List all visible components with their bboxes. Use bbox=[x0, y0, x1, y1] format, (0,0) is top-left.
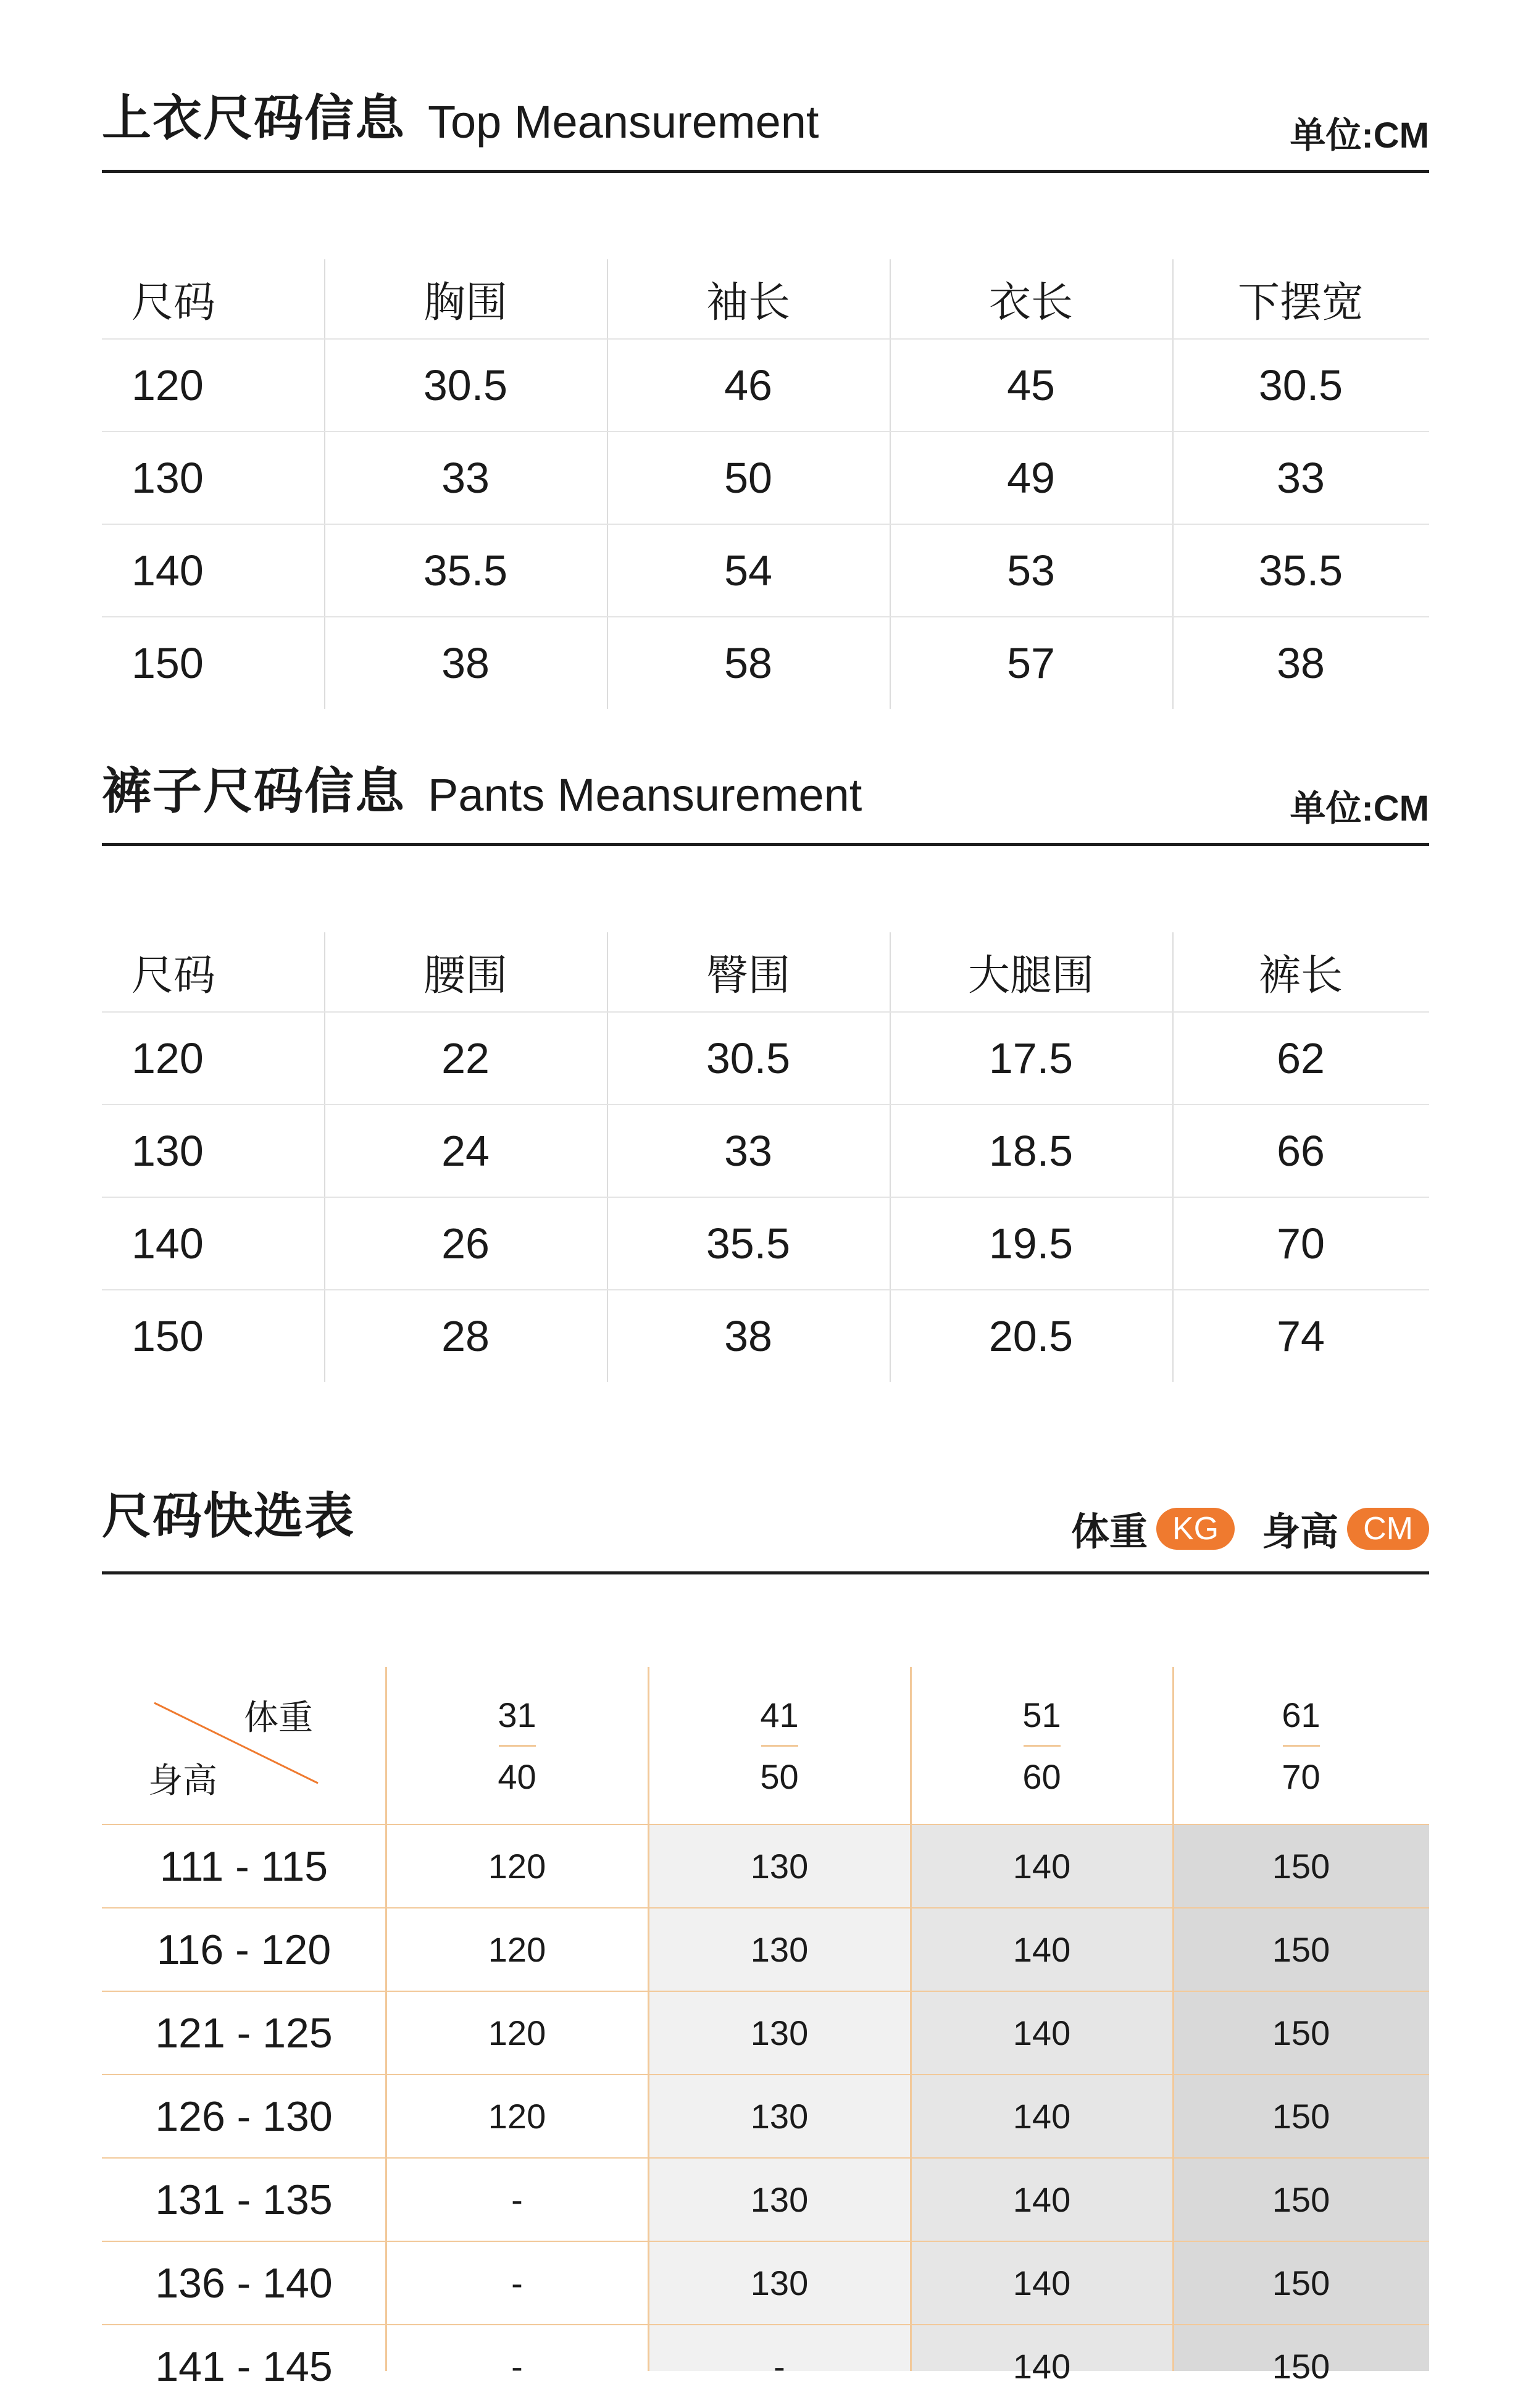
pants-cell: 裤长 bbox=[1258, 951, 1343, 1000]
top-table-row bbox=[102, 617, 1429, 709]
recommended-size-cell: 130 bbox=[750, 1930, 809, 1969]
column-separator bbox=[890, 1198, 891, 1289]
pants-cell: 140 bbox=[131, 1219, 204, 1268]
column-separator bbox=[890, 1105, 891, 1197]
top-table-row bbox=[102, 340, 1429, 432]
column-separator bbox=[890, 340, 891, 431]
column-separator bbox=[1172, 525, 1174, 616]
column-separator bbox=[1172, 617, 1174, 709]
column-separator bbox=[890, 617, 891, 709]
pants-section-title: 裤子尺码信息 bbox=[102, 763, 406, 820]
pants-cell: 62 bbox=[1277, 1034, 1325, 1082]
weight-to: 40 bbox=[498, 1757, 536, 1796]
column-separator bbox=[890, 1290, 891, 1382]
pants-section-unit: 单位:CM bbox=[1290, 788, 1429, 829]
pants-table-row bbox=[102, 1013, 1429, 1105]
top-cell: 袖长 bbox=[706, 278, 790, 327]
pants-cell: 130 bbox=[131, 1127, 204, 1175]
top-cell: 50 bbox=[724, 454, 772, 502]
column-separator bbox=[607, 1013, 608, 1104]
corner-header-cell bbox=[102, 1667, 386, 1825]
pants-cell: 26 bbox=[441, 1219, 490, 1268]
column-separator bbox=[607, 932, 608, 1011]
top-cell: 38 bbox=[1277, 639, 1325, 687]
pants-cell: 35.5 bbox=[706, 1219, 791, 1268]
pants-cell: 28 bbox=[441, 1312, 490, 1360]
weight-column-header bbox=[1173, 1667, 1429, 1825]
pants-section-subtitle: Pants Meansurement bbox=[428, 769, 862, 821]
top-table-row bbox=[102, 432, 1429, 525]
weight-range-divider bbox=[499, 1745, 536, 1747]
recommended-size-cell: 150 bbox=[1272, 2180, 1330, 2219]
pants-cell: 66 bbox=[1277, 1127, 1325, 1175]
weight-range-divider bbox=[761, 1745, 798, 1747]
column-separator bbox=[324, 1290, 325, 1382]
legend-weight-unit-badge: KG bbox=[1156, 1508, 1235, 1550]
quick-select-title: 尺码快选表 bbox=[102, 1487, 355, 1545]
height-range-label: 111 - 115 bbox=[159, 1842, 328, 1890]
column-divider bbox=[648, 1667, 649, 2371]
top-cell: 30.5 bbox=[1258, 361, 1343, 409]
column-separator bbox=[1172, 932, 1174, 1011]
corner-weight-label: 体重 bbox=[244, 1698, 313, 1738]
recommended-size-cell: 140 bbox=[1012, 2264, 1071, 2302]
column-separator bbox=[324, 340, 325, 431]
pants-cell: 19.5 bbox=[988, 1219, 1074, 1268]
recommended-size-cell: 130 bbox=[750, 2264, 809, 2302]
recommended-size-cell: 150 bbox=[1272, 2347, 1330, 2386]
column-separator bbox=[1172, 432, 1174, 524]
column-separator bbox=[890, 259, 891, 338]
recommended-size-cell: 150 bbox=[1272, 2264, 1330, 2302]
column-separator bbox=[607, 617, 608, 709]
pants-section-header bbox=[102, 759, 1429, 846]
row-divider bbox=[102, 1907, 1429, 1908]
column-separator bbox=[324, 932, 325, 1011]
top-cell: 33 bbox=[441, 454, 490, 502]
top-cell: 140 bbox=[131, 546, 204, 595]
recommended-size-cell: 140 bbox=[1012, 2097, 1071, 2136]
pants-cell: 120 bbox=[131, 1034, 204, 1082]
top-cell: 130 bbox=[131, 454, 204, 502]
top-measurement-table bbox=[102, 259, 1429, 709]
column-separator bbox=[324, 1013, 325, 1104]
recommended-size-cell: - bbox=[774, 2347, 785, 2386]
recommended-size-cell: 150 bbox=[1272, 1847, 1330, 1886]
legend-weight-label: 体重 bbox=[1070, 1509, 1148, 1554]
column-separator bbox=[607, 1290, 608, 1382]
quick-select-header bbox=[102, 1488, 1429, 1574]
top-section-subtitle: Top Meansurement bbox=[428, 96, 819, 148]
pants-cell: 20.5 bbox=[988, 1312, 1074, 1360]
recommended-size-cell: 140 bbox=[1012, 1847, 1071, 1886]
column-separator bbox=[890, 932, 891, 1011]
top-cell: 35.5 bbox=[1258, 546, 1343, 595]
column-divider bbox=[910, 1667, 912, 2371]
height-range-label: 126 - 130 bbox=[155, 2092, 333, 2140]
top-cell: 46 bbox=[724, 361, 772, 409]
recommended-size-cell: 130 bbox=[750, 1847, 809, 1886]
pants-cell: 18.5 bbox=[988, 1127, 1074, 1175]
recommended-size-cell: - bbox=[511, 2264, 523, 2302]
recommended-size-cell: 150 bbox=[1272, 2013, 1330, 2052]
top-cell: 35.5 bbox=[423, 546, 508, 595]
row-divider bbox=[102, 1991, 1429, 1992]
top-cell: 胸围 bbox=[423, 278, 507, 327]
height-range-label: 121 - 125 bbox=[155, 2009, 333, 2057]
recommended-size-cell: 140 bbox=[1012, 2180, 1071, 2219]
legend-height-label: 身高 bbox=[1262, 1509, 1339, 1554]
recommended-size-cell: - bbox=[511, 2180, 523, 2219]
column-separator bbox=[607, 340, 608, 431]
pants-header-row bbox=[102, 932, 1429, 1013]
weight-to: 50 bbox=[760, 1757, 799, 1796]
weight-range-divider bbox=[1283, 1745, 1320, 1747]
height-range-label: 136 - 140 bbox=[155, 2259, 333, 2307]
column-separator bbox=[1172, 1198, 1174, 1289]
recommended-size-cell: 130 bbox=[750, 2097, 809, 2136]
corner-height-label: 身高 bbox=[148, 1761, 217, 1801]
top-table-row bbox=[102, 525, 1429, 617]
top-cell: 49 bbox=[1007, 454, 1055, 502]
top-cell: 30.5 bbox=[423, 361, 508, 409]
column-separator bbox=[1172, 1105, 1174, 1197]
recommended-size-cell: 120 bbox=[488, 1930, 546, 1969]
top-cell: 53 bbox=[1007, 546, 1055, 595]
weight-column-header bbox=[648, 1667, 911, 1825]
pants-cell: 38 bbox=[724, 1312, 772, 1360]
row-divider bbox=[102, 2157, 1429, 2159]
top-cell: 尺码 bbox=[131, 278, 216, 327]
top-header-row bbox=[102, 259, 1429, 340]
column-separator bbox=[607, 1105, 608, 1197]
column-divider bbox=[1172, 1667, 1174, 2371]
pants-cell: 尺码 bbox=[131, 951, 216, 1000]
height-range-label: 116 - 120 bbox=[156, 1926, 332, 1973]
row-divider bbox=[102, 1824, 1429, 1825]
top-section-header bbox=[102, 86, 1429, 173]
top-cell: 下摆宽 bbox=[1237, 278, 1364, 327]
top-cell: 33 bbox=[1277, 454, 1325, 502]
column-separator bbox=[324, 1105, 325, 1197]
weight-from: 41 bbox=[760, 1695, 799, 1734]
recommended-size-cell: 140 bbox=[1012, 2347, 1071, 2386]
weight-range-divider bbox=[1024, 1745, 1061, 1747]
column-separator bbox=[890, 432, 891, 524]
weight-to: 60 bbox=[1022, 1757, 1061, 1796]
quick-select-divider bbox=[102, 1571, 1429, 1574]
column-separator bbox=[607, 525, 608, 616]
row-divider bbox=[102, 2324, 1429, 2325]
recommended-size-cell: - bbox=[511, 2347, 523, 2386]
top-cell: 38 bbox=[441, 639, 490, 687]
top-cell: 45 bbox=[1007, 361, 1055, 409]
row-divider bbox=[102, 2241, 1429, 2242]
top-cell: 衣长 bbox=[988, 278, 1073, 327]
weight-from: 51 bbox=[1022, 1695, 1061, 1734]
top-cell: 54 bbox=[724, 546, 772, 595]
column-separator bbox=[1172, 1290, 1174, 1382]
pants-cell: 臀围 bbox=[706, 951, 790, 1000]
pants-section-divider bbox=[102, 843, 1429, 846]
column-separator bbox=[324, 617, 325, 709]
top-section-unit: 单位:CM bbox=[1290, 115, 1429, 156]
height-range-label: 131 - 135 bbox=[155, 2176, 333, 2223]
pants-cell: 30.5 bbox=[706, 1034, 791, 1082]
column-separator bbox=[1172, 1013, 1174, 1104]
column-separator bbox=[1172, 259, 1174, 338]
pants-table-row bbox=[102, 1198, 1429, 1290]
weight-from: 31 bbox=[498, 1695, 536, 1734]
column-separator bbox=[890, 1013, 891, 1104]
pants-cell: 150 bbox=[131, 1312, 204, 1360]
column-separator bbox=[607, 432, 608, 524]
pants-table-row bbox=[102, 1290, 1429, 1382]
recommended-size-cell: 150 bbox=[1272, 1930, 1330, 1969]
pants-cell: 大腿围 bbox=[967, 951, 1094, 1000]
weight-column-header bbox=[911, 1667, 1173, 1825]
pants-measurement-table bbox=[102, 932, 1429, 1382]
column-divider bbox=[385, 1667, 387, 2371]
top-cell: 58 bbox=[724, 639, 772, 687]
column-separator bbox=[324, 1198, 325, 1289]
pants-cell: 24 bbox=[441, 1127, 490, 1175]
recommended-size-cell: 130 bbox=[750, 2013, 809, 2052]
recommended-size-cell: 120 bbox=[488, 1847, 546, 1886]
top-cell: 57 bbox=[1007, 639, 1055, 687]
top-cell: 150 bbox=[131, 639, 204, 687]
column-separator bbox=[607, 1198, 608, 1289]
quick-select-legend bbox=[1071, 1501, 1429, 1556]
pants-cell: 22 bbox=[441, 1034, 490, 1082]
column-separator bbox=[324, 525, 325, 616]
top-cell: 120 bbox=[131, 361, 204, 409]
pants-cell: 33 bbox=[724, 1127, 772, 1175]
weight-from: 61 bbox=[1282, 1695, 1320, 1734]
recommended-size-cell: 140 bbox=[1012, 2013, 1071, 2052]
weight-to: 70 bbox=[1282, 1757, 1320, 1796]
weight-column-header bbox=[386, 1667, 648, 1825]
height-range-label: 141 - 145 bbox=[155, 2343, 333, 2390]
recommended-size-cell: 120 bbox=[488, 2097, 546, 2136]
pants-cell: 腰围 bbox=[423, 951, 507, 1000]
quick-select-table bbox=[102, 1667, 1429, 2390]
legend-height-unit-badge: CM bbox=[1347, 1508, 1429, 1550]
pants-table-row bbox=[102, 1105, 1429, 1198]
pants-cell: 17.5 bbox=[988, 1034, 1074, 1082]
column-separator bbox=[324, 432, 325, 524]
recommended-size-cell: 140 bbox=[1012, 1930, 1071, 1969]
column-separator bbox=[607, 259, 608, 338]
pants-cell: 70 bbox=[1277, 1219, 1325, 1268]
top-section-divider bbox=[102, 170, 1429, 173]
recommended-size-cell: 130 bbox=[750, 2180, 809, 2219]
row-divider bbox=[102, 2074, 1429, 2075]
pants-cell: 74 bbox=[1277, 1312, 1325, 1360]
column-separator bbox=[890, 525, 891, 616]
column-separator bbox=[1172, 340, 1174, 431]
recommended-size-cell: 150 bbox=[1272, 2097, 1330, 2136]
column-separator bbox=[324, 259, 325, 338]
recommended-size-cell: 120 bbox=[488, 2013, 546, 2052]
top-section-title: 上衣尺码信息 bbox=[102, 90, 406, 147]
